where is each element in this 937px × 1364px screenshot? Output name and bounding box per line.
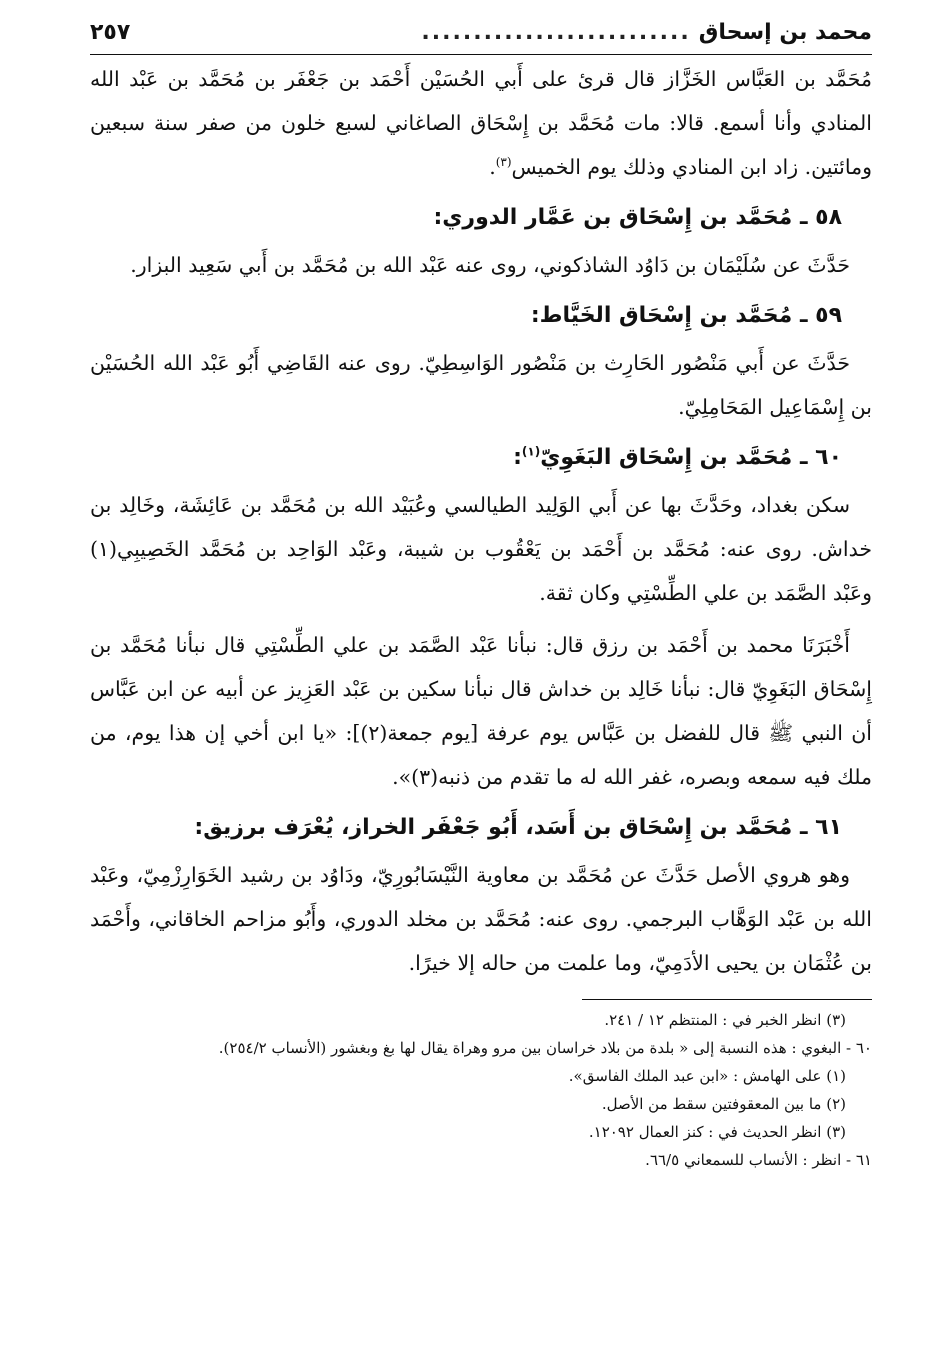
footnote: (٢) ما بين المعقوفتين سقط من الأصل. <box>601 1095 846 1113</box>
entry-60-paragraph-1: سكن بغداد، وحَدَّثَ بها عن أَبي الوَلِيد الطيالسي وعُبَيْد الله بن مُحَمَّد بن عَائِشَة، وخَالِد بن خداش. روى عنه: مُحَمَّد بن أَحْمَد بن يَعْقُوب بن شيبة، وعَبْد الوَاحِد بن مُحَمَّد الخَصِيبِي(١) وعَبْد الصَّمَد بن علي الطِّسْتِي وكان ثقة. <box>90 493 872 605</box>
entry-58-paragraph: حَدَّثَ عن سُلَيْمَان بن دَاوُد الشاذكوني، روى عنه عَبْد الله بن مُحَمَّد بن أَبي سَعِيد البزار. <box>130 253 850 277</box>
footnote-ref: (٣) <box>495 155 512 170</box>
entry-heading-60 <box>90 435 872 481</box>
footnote-entry-60: ٦٠ - البغوي : هذه النسبة إلى « بلدة من بلاد خراسان بين مرو وهراة يقال لها بغ وبغشور (الأنساب ٢٥٤/٢). <box>218 1039 872 1057</box>
running-title: محمد بن إسحاق <box>698 20 872 45</box>
footnotes <box>90 1006 872 1174</box>
leader-dots: .......................... <box>421 20 691 45</box>
running-header <box>90 14 872 55</box>
entry-heading-61: ٦١ ـ مُحَمَّد بن إِسْحَاق بن أَسَد، أَبُو جَعْفَر الخراز، يُعْرَف برزيق: <box>194 815 842 840</box>
footnote-ref: (١) <box>521 444 541 459</box>
main-text <box>90 57 872 985</box>
footnote: (١) على الهامش : «ابن عبد الملك الفاسق». <box>568 1067 846 1085</box>
entry-60-paragraph-2: أَخْبَرَنَا محمد بن أَحْمَد بن رزق قال: نبأنا عَبْد الصَّمَد بن علي الطِّسْتِي قال نبأنا مُحَمَّد بن إِسْحَاق البَغَوِيّ قال: نبأنا خَالِد بن خداش قال نبأنا سكين بن عَبْد العَزِيز عن أبيه عن ابن عَبَّاس أن النبي ﷺ قال للفضل بن عَبَّاس يوم عرفة [يوم جمعة(٢)]: «يا ابن أخي إن هذا يوم، من ملك فيه سمعه وبصره، غفر الله له ما تقدم من ذنبه(٣)». <box>90 633 872 789</box>
footnote-entry-61: ٦١ - انظر : الأنساب للسمعاني ٦٦/٥. <box>645 1151 872 1169</box>
entry-heading-60-colon: : <box>513 445 522 470</box>
intro-text: مُحَمَّد بن العَبَّاس الخَزَّاز قال قرئ على أَبي الحُسَيْن أَحْمَد بن جَعْفَر بن مُحَمَّد بن عَبْد الله المنادي وأنا أسمع. قالا: مات مُحَمَّد بن إِسْحَاق الصاغاني لسبع خلون من صفر سنة سبعين ومائتين. زاد ابن المنادي وذلك يوم الخميس <box>90 67 872 179</box>
entry-61-paragraph: وهو هروي الأصل حَدَّثَ عن مُحَمَّد بن معاوية النَّيْسَابُورِيّ، ودَاوُد بن رشيد الخَوَارِزْمِيّ، وعَبْد الله بن عَبْد الوَهَّاب البرجمي. روى عنه: مُحَمَّد بن مخلد الدوري، وأَبُو مزاحم الخاقاني، وأَحْمَد بن عُثْمَان بن يحيى الأدَمِيّ، وما علمت من حاله إلا خيرًا. <box>90 863 872 975</box>
entry-heading-58: ٥٨ ـ مُحَمَّد بن إِسْحَاق بن عَمَّار الدوري: <box>433 205 842 230</box>
footnote: (٣) انظر الخبر في : المنتظم ١٢ / ٢٤١. <box>604 1011 846 1029</box>
footnote: (٣) انظر الحديث في : كنز العمال ١٢٠٩٢. <box>588 1123 846 1141</box>
intro-end: . <box>489 155 496 179</box>
footnote-divider <box>582 999 872 1000</box>
entry-heading-60-text: ٦٠ ـ مُحَمَّد بن إِسْحَاق البَغَوِيّ <box>540 445 842 470</box>
entry-59-paragraph: حَدَّثَ عن أَبي مَنْصُور الحَارِث بن مَنْصُور الوَاسِطِيّ. روى عنه القَاضِي أَبُو عَبْد الله الحُسَيْن بن إِسْمَاعِيل المَحَامِلِيّ. <box>90 351 872 419</box>
document-page <box>90 14 872 1174</box>
page-number: ٢٥٧ <box>90 20 131 45</box>
entry-heading-59: ٥٩ ـ مُحَمَّد بن إِسْحَاق الخَيَّاط: <box>530 303 842 328</box>
intro-paragraph <box>90 57 872 189</box>
